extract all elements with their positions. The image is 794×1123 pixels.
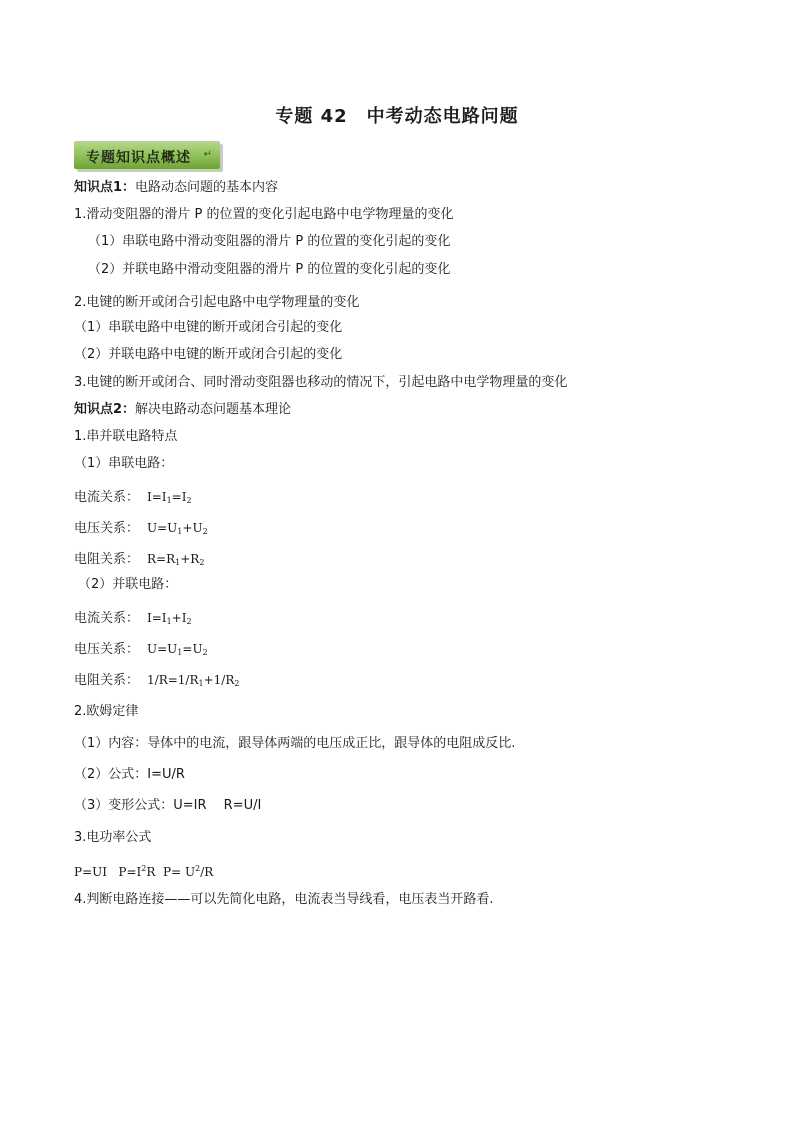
knowledge-point-1-label: 知识点1： [74,180,136,195]
series-current-relation [74,488,192,510]
parallel-voltage-formula: $U=U_1=U_2$ [147,642,208,657]
series-voltage-label: 电压关系： [74,521,140,536]
knowledge-point-1-heading [74,179,278,197]
series-circuit-heading: （1）串联电路： [74,456,174,471]
knowledge-point-2-label: 知识点2： [74,402,136,417]
ohm-law-formula: （2）公式：I=U/R [74,767,185,782]
series-resistance-label: 电阻关系： [74,552,140,567]
section-banner-label: 专题知识点概述 [86,150,191,166]
parallel-current-label: 电流关系： [74,611,140,626]
series-current-label: 电流关系： [74,490,140,505]
k1-item-1-sub-2: （2）并联电路中滑动变阻器的滑片 P 的位置的变化引起的变化 [88,262,451,277]
k2-item-3: 3.电功率公式 [74,830,152,845]
power-formulas: P=UI $P=I^2R$ $P= U^2/R$ [74,864,214,879]
parallel-resistance-formula: $1/R=1/R_1+1/R_2$ [147,673,240,688]
parallel-current-formula: $I=I_1+I_2$ [147,611,192,626]
series-current-formula: $I=I_1=I_2$ [147,490,192,505]
knowledge-point-2-text: 解决电路动态问题基本理论 [135,402,292,417]
parallel-circuit-heading: （2）并联电路： [78,577,178,592]
series-resistance-formula: $R=R_1+R_2$ [147,552,205,567]
parallel-resistance-label: 电阻关系： [74,673,140,688]
parallel-voltage-relation [74,640,208,662]
k1-item-3: 3.电键的断开或闭合、同时滑动变阻器也移动的情况下，引起电路中电学物理量的变化 [74,375,568,390]
k2-item-2: 2.欧姆定律 [74,704,139,719]
k1-item-2-sub-1: （1）串联电路中电键的断开或闭合引起的变化 [74,320,343,335]
series-voltage-relation [74,519,208,541]
ohm-law-variants: （3）变形公式：U=IR R=U/I [74,798,262,813]
parallel-current-relation [74,609,192,631]
k1-item-2-sub-2: （2）并联电路中电键的断开或闭合引起的变化 [74,347,343,362]
k2-item-1: 1.串并联电路特点 [74,429,178,444]
parallel-voltage-label: 电压关系： [74,642,140,657]
k1-item-1-sub-1: （1）串联电路中滑动变阻器的滑片 P 的位置的变化引起的变化 [88,234,451,249]
k2-item-4: 4.判断电路连接——可以先简化电路，电流表当导线看，电压表当开路看. [74,892,494,907]
return-mark-icon: ↵ [203,149,212,160]
series-resistance-relation [74,550,204,572]
knowledge-point-2-heading [74,401,291,419]
k1-item-2: 2.电键的断开或闭合引起电路中电学物理量的变化 [74,295,360,310]
parallel-resistance-relation [74,671,239,693]
knowledge-point-1-text: 电路动态问题的基本内容 [135,180,279,195]
section-banner [74,141,220,169]
k1-item-1: 1.滑动变阻器的滑片 P 的位置的变化引起电路中电学物理量的变化 [74,207,454,222]
series-voltage-formula: $U=U_1+U_2$ [147,521,208,536]
page-title: 专题 42 中考动态电路问题 [275,106,519,127]
ohm-law-content: （1）内容：导体中的电流，跟导体两端的电压成正比，跟导体的电阻成反比. [74,736,516,751]
